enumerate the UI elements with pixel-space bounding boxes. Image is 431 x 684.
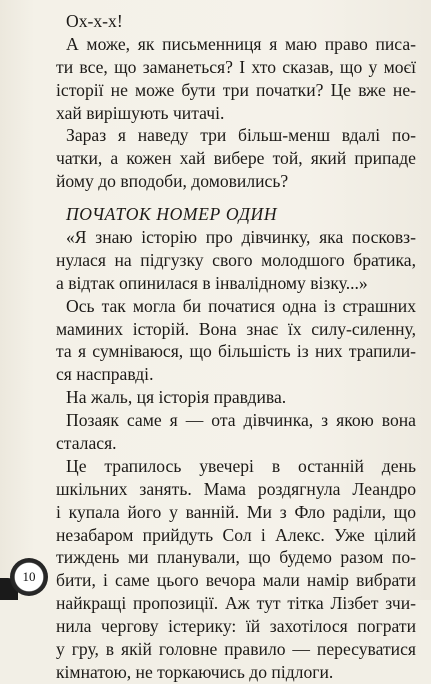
text-line: Позаяк саме я — ота дівчинка, з якою вона [66, 410, 416, 431]
text-line: кімнатою, не торкаючись до підлоги. [56, 661, 334, 682]
section-heading: ПОЧАТОК НОМЕР ОДИН [66, 204, 278, 225]
text-line: А може, як письменниця я маю право писа- [66, 33, 416, 54]
text-line: ся насправді. [56, 364, 154, 385]
text-line: та я сумніваюся, що більшість із них трапили- [56, 341, 416, 362]
text-line: у гру, в якій головне правило — пересуватися [56, 639, 416, 660]
text-line: тиждень ми планували, що будемо разом по- [56, 547, 416, 568]
text-line: і купала його у ванній. Ми з Фло раділи, що [56, 501, 416, 522]
page-number: 10 [22, 569, 36, 584]
text-line: сталася. [56, 433, 117, 454]
text-line: чатки, а кожен хай вибере той, який припаде [56, 148, 416, 169]
text-line: нила чергову істерику: їй захотілося пограти [56, 616, 416, 637]
text-line: маминих історій. Вона знає їх силу-силенну, [56, 318, 416, 339]
text-line: Це трапилось увечері в останній день [66, 455, 416, 476]
text-line: шкільних занять. Мама роздягнула Леандро [56, 478, 416, 499]
text-line: хай вирішують читачі. [56, 102, 225, 123]
text-line: найкращі пропозиції. Аж тут тітка Лізбет зчи- [56, 593, 416, 614]
text-line: Ох-х-х! [66, 11, 123, 31]
text-line: історії не може бути три початки? Це вже не- [56, 79, 416, 100]
text-line: Ось так могла би початися одна із страшних [66, 295, 416, 316]
page-number-badge [10, 558, 48, 596]
text-line: а відтак опинилася в інвалідному візку...» [56, 272, 368, 293]
text-line: На жаль, ця історія правдива. [66, 387, 287, 408]
text-line: «Я знаю історію про дівчинку, яка посковз- [66, 227, 416, 248]
text-line: ти все, що заманеться? І хто сказав, що у моєї [56, 56, 416, 77]
text-line: незабаром прийдуть Сол і Алекс. Уже цілий [56, 524, 416, 545]
text-line: Зараз я наведу три більш-менш вдалі по- [66, 125, 416, 146]
page-text [56, 10, 416, 684]
text-line: нулася на підгузку свого молодшого братика, [56, 249, 416, 270]
text-line: йому до вподоби, домовились? [56, 171, 289, 192]
text-line: бити, і саме цього вечора мали намір вибрати [56, 570, 416, 591]
